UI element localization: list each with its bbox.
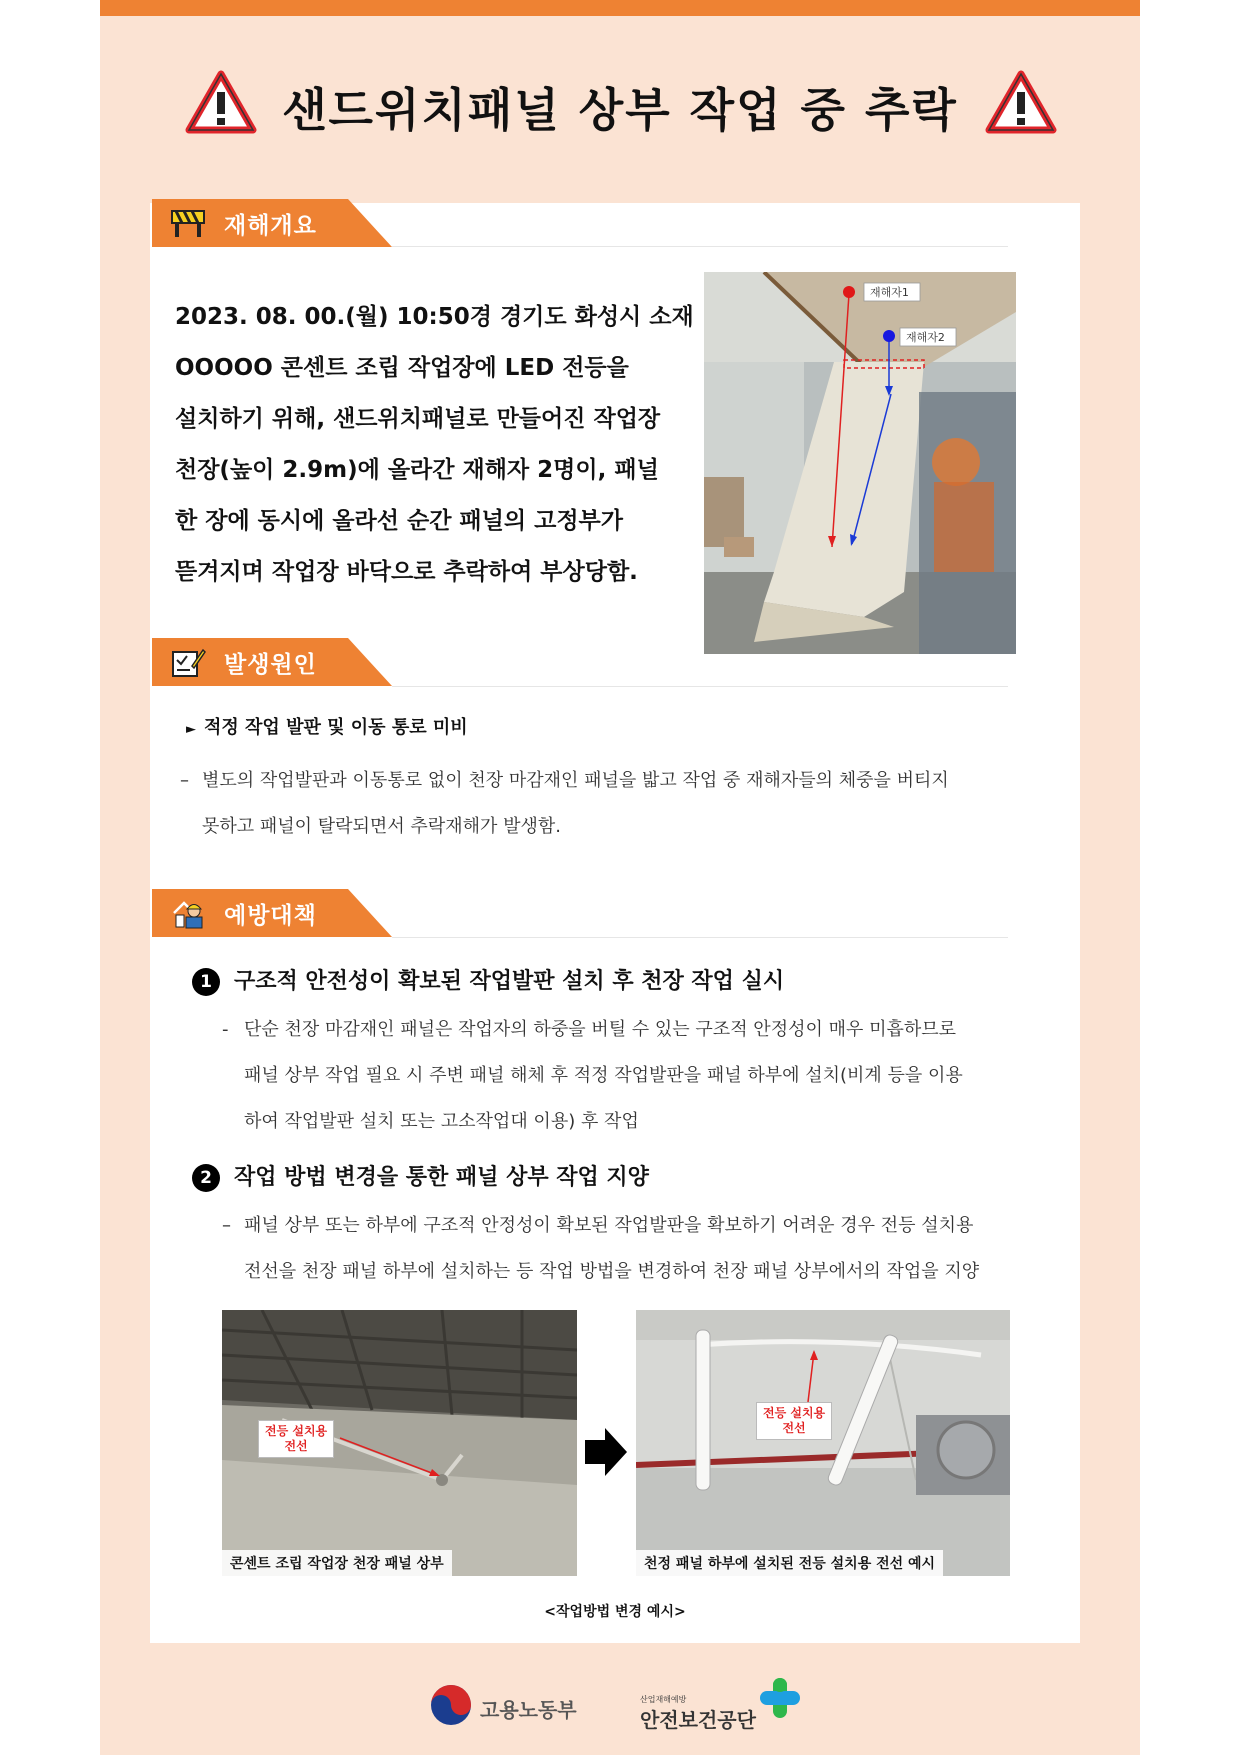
section-divider [392,937,1008,938]
prevention-title: 구조적 안전성이 확보된 작업발판 설치 후 천장 작업 실시 [234,969,785,994]
dash-bullet: – [180,770,189,791]
photo-after [636,1310,1010,1576]
section-label-cause: 발생원인 [224,652,317,678]
accident-photo [704,272,1016,654]
cross-logo-icon [758,1676,802,1720]
page-title: 샌드위치패널 상부 작업 중 추락 [282,83,958,137]
overview-line: 뜯겨지며 작업장 바닥으로 추락하여 부상당함. [175,559,638,585]
callout-wire [756,1402,832,1440]
section-label-overview: 재해개요 [224,213,317,239]
section-header-overview [152,199,392,247]
figure-caption: <작업방법 변경 예시> [544,1604,686,1620]
right-arrow-icon [585,1428,627,1476]
victim2-label: 재해자2 [906,331,945,344]
photo-before [222,1310,577,1576]
victim1-label: 재해자1 [870,286,909,299]
number-badge-icon: 1 [192,968,220,996]
cause-title: 적정 작업 발판 및 이동 통로 미비 [204,717,468,738]
callout-line: 전선 [284,1439,308,1453]
dash-bullet: - [222,1019,229,1040]
prevention-item-title [192,964,784,996]
photo-caption: 콘센트 조립 작업장 천장 패널 상부 [222,1550,452,1576]
cause-title-row [186,713,468,739]
callout-wire [258,1420,334,1458]
cause-line: 별도의 작업발판과 이동통로 없이 천장 마감재인 패널을 밟고 작업 중 재해자들의 체중을 버티지 [202,770,949,791]
overview-line: 천장(높이 2.9m)에 올라간 재해자 2명이, 패널 [175,457,659,483]
kosha-label: 안전보건공단 [640,1708,756,1732]
overview-line: OOOOO 콘센트 조립 작업장에 LED 전등을 [175,355,629,381]
checklist-pencil-icon [170,646,206,678]
prevention-line: 하여 작업발판 설치 또는 고소작업대 이용) 후 작업 [244,1111,639,1132]
callout-line: 전등 설치용 [763,1406,826,1420]
footer [100,1680,1140,1740]
cause-line: 못하고 패널이 탈락되면서 추락재해가 발생함. [202,816,561,837]
prevention-line: 패널 상부 작업 필요 시 주변 패널 해체 후 적정 작업발판을 패널 하부에 설치(비계 등을 이용 [244,1065,963,1086]
prevention-item-text [222,1007,1042,1145]
top-accent-bar [100,0,1140,16]
ceiling-bottom-illustration [636,1310,1010,1576]
section-header-prevention [152,889,392,937]
number-badge-icon: 2 [192,1164,220,1192]
section-label-prevention: 예방대책 [224,903,317,929]
prevention-line: 단순 천장 마감재인 패널은 작업자의 하중을 버틸 수 있는 구조적 안정성이 매우 미흡하므로 [244,1019,957,1040]
moel-label: 고용노동부 [480,1698,577,1722]
overview-line: 2023. 08. 00.(월) 10:50경 경기도 화성시 소재 [175,304,694,330]
barricade-icon [170,207,206,239]
prevention-item-title [192,1160,649,1192]
prevention-title: 작업 방법 변경을 통한 패널 상부 작업 지양 [234,1165,649,1190]
worker-helmet-icon [170,897,206,929]
callout-line: 전등 설치용 [265,1424,328,1438]
overview-line: 설치하기 위해, 샌드위치패널로 만들어진 작업장 [175,406,661,432]
warning-triangle-icon [985,70,1057,134]
prevention-line: 전선을 천장 패널 하부에 설치하는 등 작업 방법을 변경하여 천장 패널 상부에서의 작업을 지양 [244,1261,980,1282]
prevention-item-text [222,1203,1042,1295]
kosha-subtitle: 산업재해예방 [640,1695,687,1704]
photo-caption: 천정 패널 하부에 설치된 전등 설치용 전선 예시 [636,1550,943,1576]
section-divider [392,246,1008,247]
title-row [100,60,1140,145]
prevention-line: 패널 상부 또는 하부에 구조적 안정성이 확보된 작업발판을 확보하기 어려운 경우 전등 설치용 [244,1215,974,1236]
dash-bullet: – [222,1215,231,1236]
overview-text [175,292,695,598]
callout-line: 전선 [782,1421,806,1435]
cause-text [180,758,1040,850]
section-divider [392,686,1008,687]
triangle-bullet-icon: ► [186,722,196,737]
overview-line: 한 장에 동시에 올라선 순간 패널의 고정부가 [175,508,623,534]
section-header-cause [152,638,392,686]
taegeuk-logo-icon [430,1684,472,1726]
accident-scene-illustration [704,272,1016,654]
